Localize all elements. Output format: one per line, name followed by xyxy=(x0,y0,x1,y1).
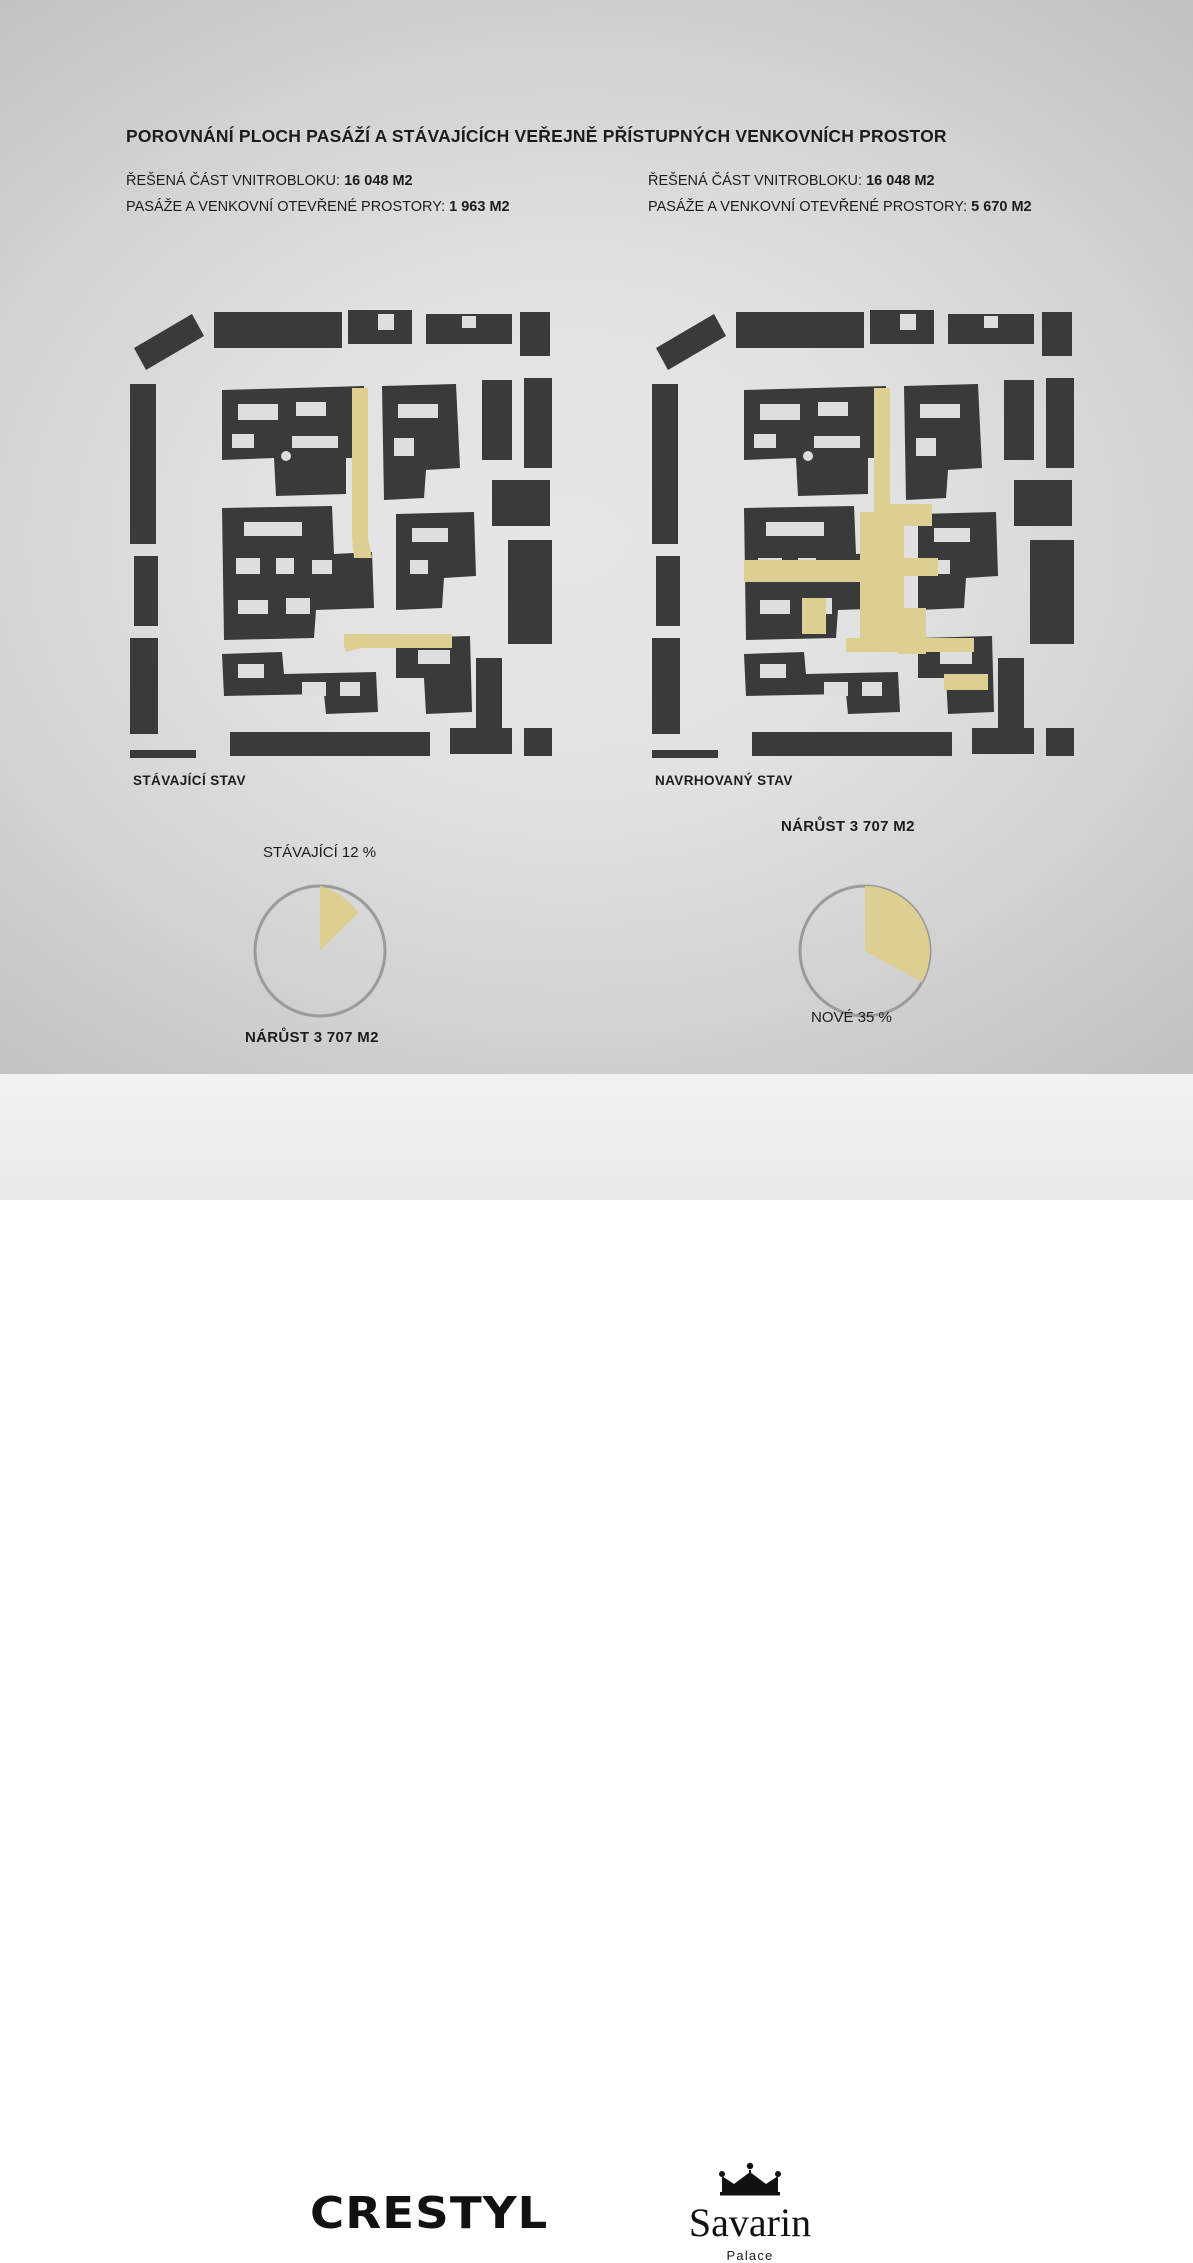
savarin-subtitle: Palace xyxy=(726,2248,774,2263)
stats-existing-line1-value: 16 048 M2 xyxy=(344,173,413,189)
stats-existing-line2-value: 1 963 M2 xyxy=(449,199,510,215)
stats-proposed-line2 xyxy=(648,194,1032,220)
stats-proposed-line1 xyxy=(648,168,1032,194)
donut-existing-top-label: STÁVAJÍCÍ 12 % xyxy=(263,844,377,861)
savarin-logo xyxy=(650,2162,850,2263)
map-existing-state xyxy=(126,308,554,758)
donut-chart-existing xyxy=(245,876,395,1026)
savarin-wordmark: Savarin xyxy=(688,2200,812,2245)
stats-proposed-line2-label: PASÁŽE A VENKOVNÍ OTEVŘENÉ PROSTORY: xyxy=(648,199,968,215)
donut-proposed-bottom-label: NOVÉ 35 % xyxy=(811,1009,892,1026)
stats-proposed-line2-value: 5 670 M2 xyxy=(971,199,1032,215)
stats-proposed-line1-value: 16 048 M2 xyxy=(866,173,935,189)
map-proposed-state xyxy=(648,308,1076,758)
stats-existing-line2-label: PASÁŽE A VENKOVNÍ OTEVŘENÉ PROSTORY: xyxy=(126,199,446,215)
stats-proposed-line1-label: ŘEŠENÁ ČÁST VNITROBLOKU: xyxy=(648,173,863,189)
stats-existing-line1 xyxy=(126,168,510,194)
crestyl-logo: CRESTYL xyxy=(310,2188,549,2239)
footer-logo-band xyxy=(0,1074,1193,2263)
infographic-content xyxy=(0,0,1193,1074)
crown-icon xyxy=(650,2162,850,2200)
stats-existing xyxy=(126,168,510,220)
donut-proposed-top-label: NÁRŮST 3 707 M2 xyxy=(781,818,915,835)
stats-existing-line2 xyxy=(126,194,510,220)
donut-chart-proposed xyxy=(790,876,940,1026)
stats-proposed xyxy=(648,168,1032,220)
page-title: POROVNÁNÍ PLOCH PASÁŽÍ A STÁVAJÍCÍCH VEŘEJNĚ PŘÍSTUPNÝCH VENKOVNÍCH PROSTOR xyxy=(126,126,947,146)
map-proposed-caption: NAVRHOVANÝ STAV xyxy=(655,773,793,788)
donut-existing-bottom-label: NÁRŮST 3 707 M2 xyxy=(245,1029,379,1046)
stats-existing-line1-label: ŘEŠENÁ ČÁST VNITROBLOKU: xyxy=(126,173,341,189)
map-existing-caption: STÁVAJÍCÍ STAV xyxy=(133,773,246,788)
